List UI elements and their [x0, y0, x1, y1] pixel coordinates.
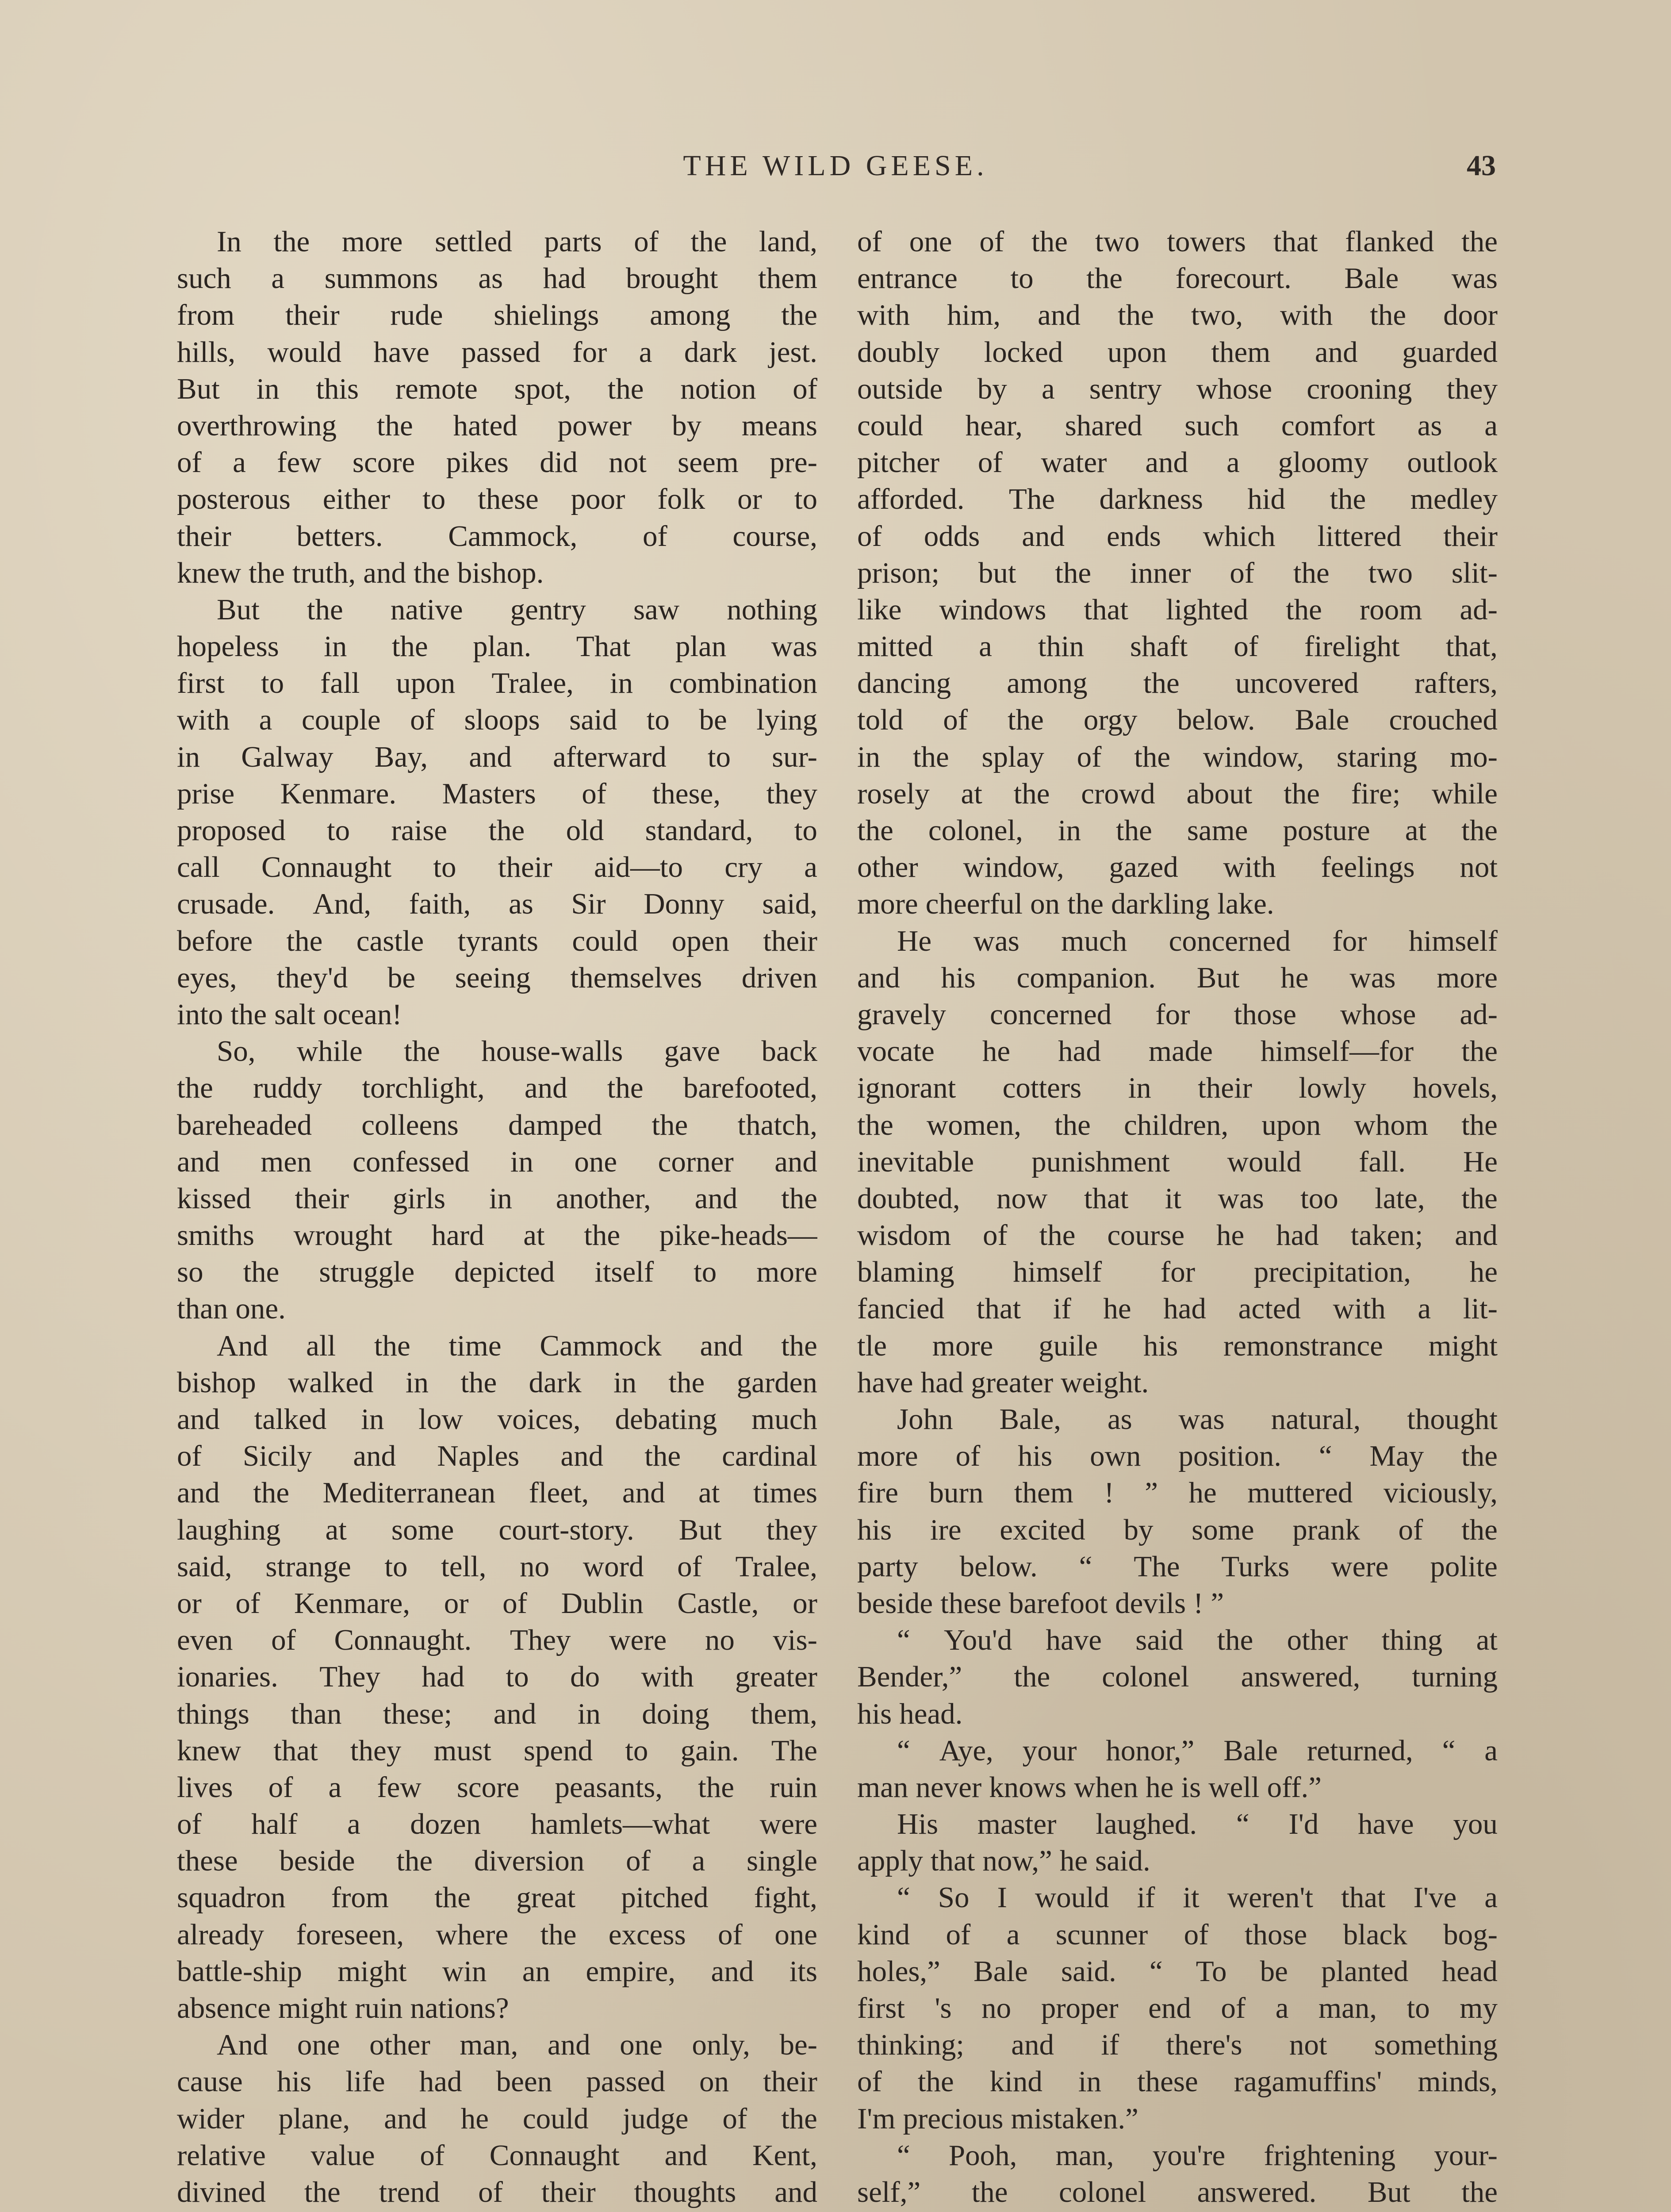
text-line: call Connaught to their aid—to cry a: [177, 851, 817, 884]
text-line: afforded. The darkness hid the medley: [857, 483, 1498, 516]
text-line: He was much concerned for himself: [897, 924, 1498, 957]
text-line: of half a dozen hamlets—what were: [177, 1808, 817, 1841]
text-column-right: [857, 223, 1498, 2212]
text-line: hopeless in the plan. That plan was: [177, 630, 817, 663]
text-line: things than these; and in doing them,: [177, 1697, 817, 1730]
text-line: beside these barefoot devils ! ”: [857, 1586, 1224, 1620]
text-line: wisdom of the course he had taken; and: [857, 1219, 1498, 1252]
text-line: gravely concerned for those whose ad-: [857, 998, 1498, 1031]
text-line: “ Pooh, man, you're frightening your-: [897, 2139, 1498, 2172]
text-line: laughing at some court-story. But they: [177, 1513, 817, 1546]
text-line: inevitable punishment would fall. He: [857, 1145, 1498, 1178]
text-line: His master laughed. “ I'd have you: [897, 1808, 1498, 1841]
text-line: And all the time Cammock and the: [217, 1329, 817, 1362]
text-line: said, strange to tell, no word of Tralee,: [177, 1550, 817, 1583]
text-line: bishop walked in the dark in the garden: [177, 1366, 817, 1399]
text-line: self,” the colonel answered. But the: [857, 2175, 1498, 2208]
text-line: crusade. And, faith, as Sir Donny said,: [177, 887, 817, 921]
text-line: first 's no proper end of a man, to my: [857, 1992, 1498, 2024]
text-line: blaming himself for precipitation, he: [857, 1256, 1498, 1289]
text-line: party below. “ The Turks were polite: [857, 1550, 1498, 1583]
text-line: of odds and ends which littered their: [857, 519, 1498, 553]
text-line: from their rude shielings among the: [177, 299, 817, 332]
text-line: overthrowing the hated power by means: [177, 409, 817, 442]
text-line: and talked in low voices, debating much: [177, 1403, 817, 1436]
text-line: or of Kenmare, or of Dublin Castle, or: [177, 1586, 817, 1620]
text-line: relative value of Connaught and Kent,: [177, 2139, 817, 2172]
text-line: outside by a sentry whose crooning they: [857, 372, 1498, 405]
running-title: THE WILD GEESE.: [683, 150, 988, 182]
running-head: [0, 146, 1671, 186]
text-line: the ruddy torchlight, and the barefooted,: [177, 1071, 817, 1105]
text-line: In the more settled parts of the land,: [217, 225, 817, 258]
text-line: of one of the two towers that flanked the: [857, 225, 1498, 258]
text-line: “ You'd have said the other thing at: [897, 1624, 1498, 1657]
text-line: bareheaded colleens damped the thatch,: [177, 1108, 817, 1141]
text-line: already foreseen, where the excess of one: [177, 1918, 817, 1951]
text-line: entrance to the forecourt. Bale was: [857, 262, 1498, 295]
text-line: the colonel, in the same posture at the: [857, 814, 1498, 847]
text-line: lives of a few score peasants, the ruin: [177, 1770, 817, 1804]
text-line: prise Kenmare. Masters of these, they: [177, 777, 817, 810]
text-line: holes,” Bale said. “ To be planted head: [857, 1955, 1498, 1988]
text-line: wider plane, and he could judge of the: [177, 2102, 817, 2135]
text-line: his head.: [857, 1697, 963, 1730]
text-line: “ So I would if it weren't that I've a: [897, 1881, 1498, 1914]
text-line: pitcher of water and a gloomy outlook: [857, 446, 1498, 479]
text-line: with him, and the two, with the door: [857, 299, 1498, 332]
text-line: into the salt ocean!: [177, 998, 402, 1031]
text-line: in the splay of the window, staring mo-: [857, 740, 1498, 773]
text-line: vocate he had made himself—for the: [857, 1035, 1498, 1068]
text-line: I'm precious mistaken.”: [857, 2102, 1138, 2135]
text-line: divined the trend of their thoughts and: [177, 2175, 817, 2208]
text-line: fancied that if he had acted with a lit-: [857, 1292, 1498, 1325]
text-line: with a couple of sloops said to be lying: [177, 703, 817, 737]
text-line: man never knows when he is well off.”: [857, 1770, 1322, 1804]
text-line: “ Aye, your honor,” Bale returned, “ a: [897, 1734, 1498, 1767]
text-line: even of Connaught. They were no vis-: [177, 1624, 817, 1657]
text-line: have had greater weight.: [857, 1366, 1149, 1399]
text-line: kind of a scunner of those black bog-: [857, 1918, 1498, 1951]
text-line: smiths wrought hard at the pike-heads—: [177, 1219, 817, 1252]
text-line: such a summons as had brought them: [177, 262, 817, 295]
text-line: tle more guile his remonstrance might: [857, 1329, 1498, 1362]
text-line: battle-ship might win an empire, and its: [177, 1955, 817, 1988]
text-line: fire burn them ! ” he muttered viciously,: [857, 1476, 1498, 1509]
text-line: like windows that lighted the room ad-: [857, 593, 1498, 626]
text-line: dancing among the uncovered rafters,: [857, 667, 1498, 700]
text-line: hills, would have passed for a dark jest.: [177, 335, 817, 369]
text-line: squadron from the great pitched fight,: [177, 1881, 817, 1914]
text-line: But in this remote spot, the notion of: [177, 372, 817, 405]
text-line: posterous either to these poor folk or to: [177, 483, 817, 516]
text-line: thinking; and if there's not something: [857, 2028, 1498, 2062]
text-line: eyes, they'd be seeing themselves driven: [177, 961, 817, 994]
text-line: and men confessed in one corner and: [177, 1145, 817, 1178]
text-line: ionaries. They had to do with greater: [177, 1660, 817, 1694]
text-line: in Galway Bay, and afterward to sur-: [177, 740, 817, 773]
text-line: other window, gazed with feelings not: [857, 851, 1498, 884]
text-line: these beside the diversion of a single: [177, 1844, 817, 1878]
text-line: of a few score pikes did not seem pre-: [177, 446, 817, 479]
text-line: apply that now,” he said.: [857, 1844, 1150, 1878]
text-column-left: [177, 223, 817, 2212]
text-line: first to fall upon Tralee, in combination: [177, 667, 817, 700]
text-line: before the castle tyrants could open their: [177, 924, 817, 957]
text-line: their betters. Cammock, of course,: [177, 519, 817, 553]
text-line: But the native gentry saw nothing: [217, 593, 817, 626]
text-line: and his companion. But he was more: [857, 961, 1498, 994]
text-line: his ire excited by some prank of the: [857, 1513, 1498, 1546]
text-line: proposed to raise the old standard, to: [177, 814, 817, 847]
text-line: of the kind in these ragamuffins' minds,: [857, 2065, 1498, 2098]
text-line: more of his own position. “ May the: [857, 1440, 1498, 1473]
text-line: doubted, now that it was too late, the: [857, 1182, 1498, 1215]
text-line: kissed their girls in another, and the: [177, 1182, 817, 1215]
text-line: the women, the children, upon whom the: [857, 1108, 1498, 1141]
text-line: knew that they must spend to gain. The: [177, 1734, 817, 1767]
text-line: absence might ruin nations?: [177, 1992, 509, 2024]
text-line: prison; but the inner of the two slit-: [857, 556, 1498, 589]
text-line: So, while the house-walls gave back: [217, 1035, 817, 1068]
text-line: of Sicily and Naples and the cardinal: [177, 1440, 817, 1473]
page-number: 43: [1467, 150, 1496, 182]
text-line: so the struggle depicted itself to more: [177, 1256, 817, 1289]
text-line: cause his life had been passed on their: [177, 2065, 817, 2098]
text-line: could hear, shared such comfort as a: [857, 409, 1498, 442]
text-line: Bender,” the colonel answered, turning: [857, 1660, 1498, 1694]
text-line: ignorant cotters in their lowly hovels,: [857, 1071, 1498, 1105]
text-line: mitted a thin shaft of firelight that,: [857, 630, 1498, 663]
text-line: knew the truth, and the bishop.: [177, 556, 544, 589]
text-line: doubly locked upon them and guarded: [857, 335, 1498, 369]
text-line: more cheerful on the darkling lake.: [857, 887, 1274, 921]
text-line: rosely at the crowd about the fire; while: [857, 777, 1498, 810]
text-line: and the Mediterranean fleet, and at times: [177, 1476, 817, 1509]
text-line: And one other man, and one only, be-: [217, 2028, 817, 2062]
text-line: than one.: [177, 1292, 286, 1325]
text-line: told of the orgy below. Bale crouched: [857, 703, 1498, 737]
text-line: John Bale, as was natural, thought: [897, 1403, 1498, 1436]
